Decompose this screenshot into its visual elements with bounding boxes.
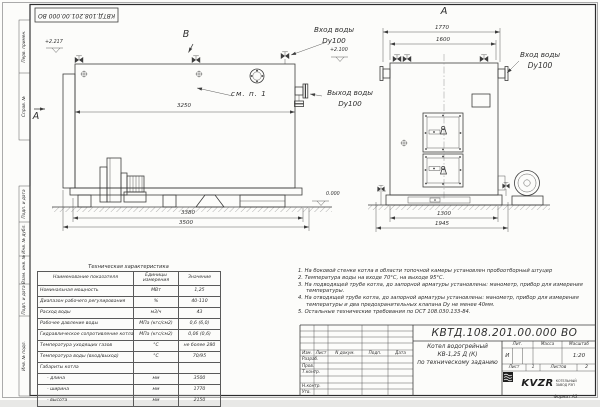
spec-cell: Рабочее давление воды [38,319,134,330]
scale-value: 1:20 [572,353,586,359]
spec-col-name: Наименование показателя [38,272,134,286]
corner-stamp-doc-number: КВТД.108.201.00.000 ВО [37,12,116,19]
note-1: 1. На боковой стенке котла в области топочной камеры установлен пробоотборный штуцер [298,268,553,274]
spec-cell: Гидравлическое сопротивление котла [38,330,134,341]
front-inlet-dn: Dy100 [527,61,553,70]
spec-col-value: Значение [179,272,221,286]
spec-cell: 1,25 [179,286,221,297]
note-3: 3. На подводящей трубе котла, до запорной арматуры установлены: манометр, прибор для измерения температуры. [298,281,583,295]
note-4: 4. На отводящей трубе котла, до запорной арматуры установлены: манометр, прибор для измерения температуры и два предохранительных клапана Dу не менее 40мм. [298,295,579,308]
elevation-inlet-value: +2.100 [330,48,348,53]
spec-cell: МВт [134,286,179,297]
spec-cell: м3/ч [134,308,179,319]
side-inlet-label: Вход воды [313,25,355,34]
row-tkontr: Т.контр. [302,369,321,374]
spec-cell: 0,6 (6,0) [179,319,221,330]
format-label: Формат А3 [553,394,578,399]
dim-1770: 1770 [435,25,449,31]
spec-col-units: Единицы измерения [134,272,179,286]
row-razrab: Разраб. [302,356,319,361]
margin-stamp-sprav-no: Справ. № [22,96,27,117]
row-nkontr: Н.контр. [302,382,321,388]
spec-cell: 0,06 (0,6) [179,330,221,341]
spec-cell: Габариты котла [38,363,134,374]
front-view-label: А [440,6,448,17]
table-row [38,363,221,374]
spec-cell [179,363,221,374]
side-inlet-dn: Dy100 [322,36,346,45]
product-title-line3: по техническому заданию [417,360,498,366]
dim-3380: 3380 [181,210,195,216]
spec-cell: - ширина [38,385,134,396]
dim-3250: 3250 [177,103,191,109]
row-utv: Утв. [302,389,311,394]
spec-cell: 3500 [179,374,221,385]
spec-cell [134,363,179,374]
margin-stamp-inv-podl: Инв. № подл. [22,341,27,371]
side-view-annotations [34,42,348,206]
margin-stamp-vzam-inv: Взам. инв. № [22,254,27,284]
spec-cell: мм [134,374,179,385]
spec-cell: Расход воды [38,308,134,319]
spec-cell: мм [134,385,179,396]
note-2: 2. Температура воды на входе 70°С, на выходе 95°С. [298,274,445,281]
product-title-line1: Котел водогрейный [427,344,488,350]
dim-1600: 1600 [436,37,450,43]
col-podp: Подп. [368,350,382,355]
lit-value: И [505,353,510,359]
row-prov: Пров. [302,362,315,368]
spec-cell: °С [134,341,179,352]
kvzr-logo-icon [503,372,513,382]
spec-cell: Номинальная мощность [38,286,134,297]
table-row [38,374,221,385]
front-view-dimensions [376,28,519,232]
side-view-label: В [182,29,190,40]
elevation-zero-value: 0.000 [326,192,340,197]
margin-stamp-inv-dubl: Инв. № дубл. [22,224,27,254]
spec-cell: °С [134,352,179,363]
scale-label: Масштаб [569,341,589,346]
table-row [38,286,221,297]
note-5: 5. Остальные технические требования по ОСТ 108.030.133-84. [298,308,471,315]
brand-sub-line1: КОТЕЛЬНЫЙ [555,378,577,383]
spec-cell: МПа (кгс/см2) [134,330,179,341]
table-row [38,396,221,407]
see-note-ref: см. п. 1 [231,89,267,98]
spec-cell: 43 [179,308,221,319]
side-outlet-dn: Dy100 [338,99,362,108]
spec-cell: Температура уходящих газов [38,341,134,352]
col-izm: Изм. [302,350,312,355]
technical-notes [298,268,592,315]
sheets-value: 2 [585,365,588,370]
table-row [38,297,221,308]
col-list: Лист [315,350,327,355]
table-row [38,330,221,341]
spec-cell: - высота [38,396,134,407]
manufacturer-logo [503,372,595,395]
spec-cell: Диапазон рабочего регулирования [38,297,134,308]
spec-table-title: Техническая характеристика [88,264,169,270]
brand-subtext [556,380,577,387]
table-row [38,352,221,363]
spec-cell: 40-110 [179,297,221,308]
brand-text: KVZR [521,378,554,389]
spec-table [37,264,220,407]
title-block-doc-number: КВТД.108.201.00.000 ВО [431,327,578,339]
spec-cell: не более 280 [179,341,221,352]
table-row [38,319,221,330]
col-doc: N докум. [335,350,355,355]
margin-stamp-podp-data-2: Подп. и дата [22,285,27,315]
spec-cell: Температура воды (вход/выход) [38,352,134,363]
spec-cell: 1770 [179,385,221,396]
brand-sub-line2: ЗАВОД РЭП [555,382,575,387]
spec-cell: - длина [38,374,134,385]
spec-cell: 70/95 [179,352,221,363]
dim-1300: 1300 [437,211,451,217]
margin-stamp-perv-primen: Перв. примен. [22,30,27,63]
front-inlet-label: Вход воды [519,50,561,59]
sheets-label: Листов [550,364,567,369]
margin-stamp-podp-data-1: Подп. и дата [22,189,27,219]
dim-1945: 1945 [435,221,449,227]
side-outlet-label: Выход воды [327,88,373,97]
table-row [38,341,221,352]
spec-table-grid [37,271,221,407]
lit-label: Лит. [512,341,523,346]
front-view-drawing [368,54,550,210]
table-row [38,385,221,396]
spec-cell: мм [134,396,179,407]
col-data: Дата [395,350,406,355]
sheet-value: 1 [531,365,535,370]
spec-header-row [38,272,221,286]
elevation-top-value: +2.217 [45,40,63,45]
dim-3500: 3500 [179,220,193,226]
spec-cell: МПа (кгс/см2) [134,319,179,330]
spec-cell: % [134,297,179,308]
side-section-label: А [32,111,40,122]
spec-cell: 2150 [179,396,221,407]
sheet-label: Лист [508,364,520,369]
product-title-line2: КВ-1,25 Д (К) [437,352,478,358]
side-view-drawing [52,52,332,212]
mass-label: Масса [540,341,555,346]
table-row [38,308,221,319]
